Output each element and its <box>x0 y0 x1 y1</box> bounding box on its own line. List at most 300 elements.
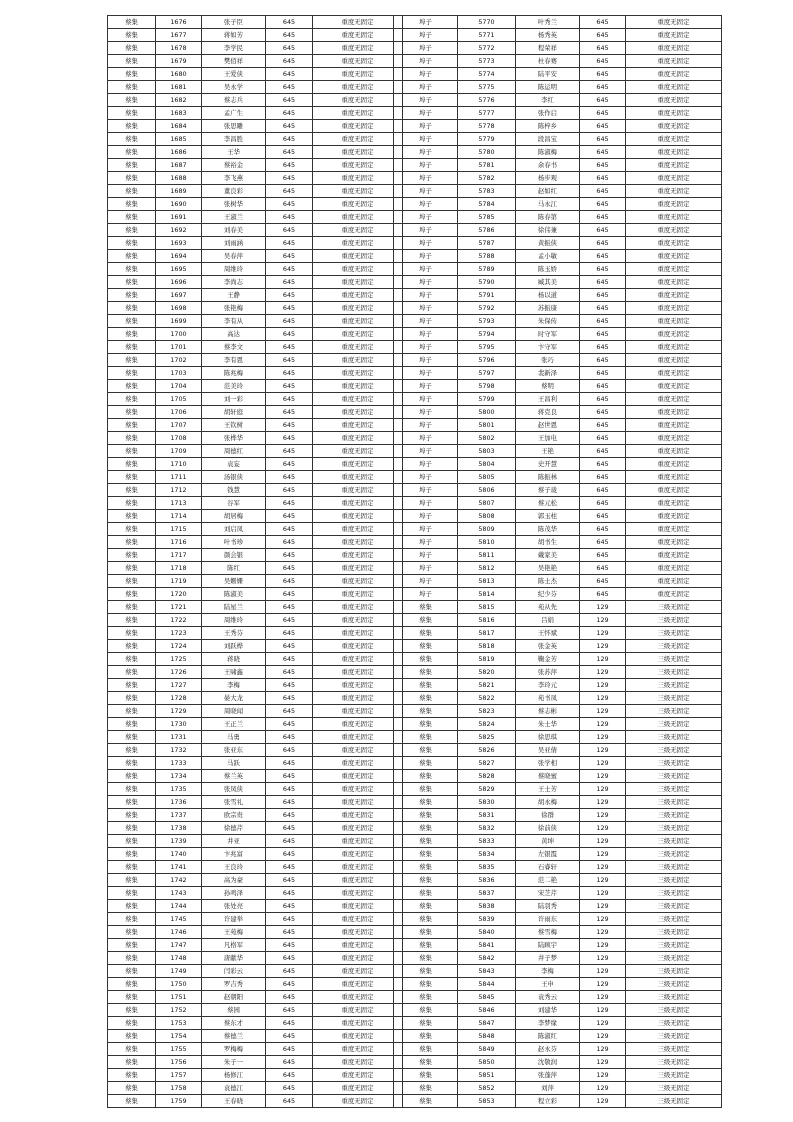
category-cell: 重度无固定 <box>313 107 403 120</box>
amount-cell: 645 <box>266 1004 313 1017</box>
name-cell: 李有从 <box>202 315 266 328</box>
table-row <box>108 133 403 146</box>
township-cell: 蔡集 <box>108 588 156 601</box>
township-cell: 蔡集 <box>394 783 458 796</box>
amount-cell: 645 <box>266 523 313 536</box>
amount-cell: 645 <box>580 133 626 146</box>
township-cell: 蔡集 <box>394 679 458 692</box>
category-cell: 重度无固定 <box>626 380 722 393</box>
category-cell: 重度无固定 <box>313 458 403 471</box>
township-cell: 蔡集 <box>108 68 156 81</box>
amount-cell: 129 <box>580 679 626 692</box>
name-cell: 王静 <box>202 289 266 302</box>
category-cell: 重度无固定 <box>313 679 403 692</box>
category-cell: 三级无固定 <box>626 718 722 731</box>
township-cell: 蔡集 <box>108 29 156 42</box>
table-row <box>108 874 403 887</box>
category-cell: 重度无固定 <box>313 133 403 146</box>
name-cell: 徐伟兼 <box>516 224 580 237</box>
amount-cell: 645 <box>266 354 313 367</box>
number-cell: 5842 <box>458 952 516 965</box>
number-cell: 1750 <box>156 978 202 991</box>
number-cell: 1743 <box>156 887 202 900</box>
table-row <box>394 848 722 861</box>
table-row <box>394 16 722 29</box>
category-cell: 三级无固定 <box>626 757 722 770</box>
table-row <box>394 692 722 705</box>
number-cell: 5835 <box>458 861 516 874</box>
number-cell: 5836 <box>458 874 516 887</box>
township-cell: 蔡集 <box>108 341 156 354</box>
township-cell: 埠子 <box>394 42 458 55</box>
name-cell: 张树华 <box>202 198 266 211</box>
township-cell: 蔡集 <box>108 692 156 705</box>
table-row <box>108 458 403 471</box>
category-cell: 三级无固定 <box>626 1069 722 1082</box>
number-cell: 1752 <box>156 1004 202 1017</box>
name-cell: 汤银侠 <box>202 471 266 484</box>
number-cell: 1712 <box>156 484 202 497</box>
category-cell: 重度无固定 <box>313 1043 403 1056</box>
number-cell: 1746 <box>156 926 202 939</box>
township-cell: 蔡集 <box>108 406 156 419</box>
table-row <box>394 198 722 211</box>
amount-cell: 129 <box>580 887 626 900</box>
table-row <box>394 133 722 146</box>
category-cell: 重度无固定 <box>626 536 722 549</box>
category-cell: 重度无固定 <box>626 276 722 289</box>
township-cell: 蔡集 <box>108 1017 156 1030</box>
amount-cell: 645 <box>580 42 626 55</box>
category-cell: 重度无固定 <box>313 380 403 393</box>
amount-cell: 645 <box>580 81 626 94</box>
name-cell: 裴新泽 <box>516 367 580 380</box>
name-cell: 时守军 <box>516 328 580 341</box>
number-cell: 1702 <box>156 354 202 367</box>
table-row <box>108 744 403 757</box>
amount-cell: 645 <box>266 185 313 198</box>
township-cell: 蔡集 <box>108 94 156 107</box>
number-cell: 1710 <box>156 458 202 471</box>
category-cell: 重度无固定 <box>626 263 722 276</box>
number-cell: 1723 <box>156 627 202 640</box>
category-cell: 重度无固定 <box>313 562 403 575</box>
name-cell: 吴春萍 <box>202 250 266 263</box>
amount-cell: 645 <box>266 172 313 185</box>
amount-cell: 645 <box>266 133 313 146</box>
township-cell: 蔡集 <box>394 835 458 848</box>
table-row <box>108 705 403 718</box>
category-cell: 重度无固定 <box>626 302 722 315</box>
table-row <box>394 185 722 198</box>
township-cell: 蔡集 <box>108 575 156 588</box>
township-cell: 埠子 <box>394 250 458 263</box>
township-cell: 蔡集 <box>394 744 458 757</box>
table-row <box>394 159 722 172</box>
number-cell: 5815 <box>458 601 516 614</box>
table-row <box>108 1082 403 1095</box>
name-cell: 闫彩云 <box>202 965 266 978</box>
category-cell: 重度无固定 <box>313 731 403 744</box>
table-row <box>108 471 403 484</box>
name-cell: 王怀斌 <box>516 627 580 640</box>
table-row <box>108 81 403 94</box>
amount-cell: 645 <box>266 744 313 757</box>
table-row <box>108 627 403 640</box>
amount-cell: 645 <box>266 887 313 900</box>
number-cell: 5850 <box>458 1056 516 1069</box>
township-cell: 蔡集 <box>394 1082 458 1095</box>
amount-cell: 645 <box>580 107 626 120</box>
township-cell: 蔡集 <box>108 627 156 640</box>
category-cell: 重度无固定 <box>626 133 722 146</box>
table-row <box>394 601 722 614</box>
amount-cell: 645 <box>580 549 626 562</box>
category-cell: 重度无固定 <box>626 484 722 497</box>
category-cell: 三级无固定 <box>626 848 722 861</box>
table-row <box>108 640 403 653</box>
name-cell: 张作启 <box>516 107 580 120</box>
table-row <box>108 341 403 354</box>
number-cell: 5826 <box>458 744 516 757</box>
table-row <box>394 354 722 367</box>
category-cell: 三级无固定 <box>626 1056 722 1069</box>
number-cell: 5837 <box>458 887 516 900</box>
township-cell: 蔡集 <box>108 445 156 458</box>
number-cell: 5829 <box>458 783 516 796</box>
amount-cell: 645 <box>266 393 313 406</box>
name-cell: 王淑兰 <box>202 211 266 224</box>
township-cell: 蔡集 <box>394 757 458 770</box>
township-cell: 蔡集 <box>108 198 156 211</box>
number-cell: 5781 <box>458 159 516 172</box>
township-cell: 蔡集 <box>394 939 458 952</box>
amount-cell: 129 <box>580 601 626 614</box>
number-cell: 1731 <box>156 731 202 744</box>
name-cell: 陈淑美 <box>202 588 266 601</box>
amount-cell: 645 <box>266 224 313 237</box>
name-cell: 吕娟 <box>516 614 580 627</box>
category-cell: 重度无固定 <box>313 965 403 978</box>
table-row <box>394 250 722 263</box>
township-cell: 埠子 <box>394 224 458 237</box>
category-cell: 重度无固定 <box>313 211 403 224</box>
amount-cell: 645 <box>266 874 313 887</box>
number-cell: 1689 <box>156 185 202 198</box>
table-row <box>394 263 722 276</box>
category-cell: 三级无固定 <box>626 653 722 666</box>
amount-cell: 645 <box>580 198 626 211</box>
amount-cell: 129 <box>580 796 626 809</box>
category-cell: 重度无固定 <box>313 705 403 718</box>
name-cell: 袁德江 <box>202 1082 266 1095</box>
township-cell: 埠子 <box>394 536 458 549</box>
name-cell: 胡轩庭 <box>202 406 266 419</box>
number-cell: 1706 <box>156 406 202 419</box>
name-cell: 石睿轩 <box>516 861 580 874</box>
township-cell: 蔡集 <box>394 705 458 718</box>
category-cell: 重度无固定 <box>313 146 403 159</box>
name-cell: 刘萍 <box>516 1082 580 1095</box>
amount-cell: 129 <box>580 926 626 939</box>
category-cell: 重度无固定 <box>626 471 722 484</box>
township-cell: 蔡集 <box>108 276 156 289</box>
amount-cell: 645 <box>580 185 626 198</box>
amount-cell: 645 <box>266 848 313 861</box>
table-row <box>394 224 722 237</box>
number-cell: 1681 <box>156 81 202 94</box>
amount-cell: 645 <box>580 263 626 276</box>
amount-cell: 129 <box>580 757 626 770</box>
township-cell: 埠子 <box>394 289 458 302</box>
category-cell: 重度无固定 <box>313 770 403 783</box>
category-cell: 重度无固定 <box>313 185 403 198</box>
name-cell: 杨步观 <box>516 172 580 185</box>
number-cell: 1756 <box>156 1056 202 1069</box>
township-cell: 蔡集 <box>394 653 458 666</box>
category-cell: 重度无固定 <box>313 1017 403 1030</box>
township-cell: 埠子 <box>394 94 458 107</box>
name-cell: 陈玉娇 <box>516 263 580 276</box>
amount-cell: 645 <box>266 835 313 848</box>
township-cell: 蔡集 <box>108 159 156 172</box>
name-cell: 陈淑红 <box>516 1030 580 1043</box>
number-cell: 1690 <box>156 198 202 211</box>
township-cell: 埠子 <box>394 211 458 224</box>
number-cell: 1682 <box>156 94 202 107</box>
table-row <box>108 848 403 861</box>
category-cell: 重度无固定 <box>313 1082 403 1095</box>
table-row <box>394 237 722 250</box>
number-cell: 1745 <box>156 913 202 926</box>
township-cell: 蔡集 <box>394 640 458 653</box>
category-cell: 重度无固定 <box>626 29 722 42</box>
category-cell: 重度无固定 <box>626 588 722 601</box>
name-cell: 张巧 <box>516 354 580 367</box>
number-cell: 5819 <box>458 653 516 666</box>
number-cell: 1737 <box>156 809 202 822</box>
number-cell: 5841 <box>458 939 516 952</box>
number-cell: 5848 <box>458 1030 516 1043</box>
amount-cell: 129 <box>580 835 626 848</box>
table-row <box>108 887 403 900</box>
category-cell: 重度无固定 <box>626 445 722 458</box>
name-cell: 程荣祥 <box>516 42 580 55</box>
category-cell: 重度无固定 <box>313 1069 403 1082</box>
name-cell: 蔡志彬 <box>516 705 580 718</box>
category-cell: 重度无固定 <box>626 224 722 237</box>
name-cell: 刘春美 <box>202 224 266 237</box>
table-row <box>394 302 722 315</box>
name-cell: 袁妄 <box>202 458 266 471</box>
name-cell: 胡书生 <box>516 536 580 549</box>
amount-cell: 645 <box>580 250 626 263</box>
township-cell: 蔡集 <box>108 237 156 250</box>
amount-cell: 645 <box>580 367 626 380</box>
township-cell: 蔡集 <box>108 874 156 887</box>
name-cell: 马勇 <box>202 731 266 744</box>
amount-cell: 129 <box>580 913 626 926</box>
number-cell: 1747 <box>156 939 202 952</box>
category-cell: 重度无固定 <box>313 653 403 666</box>
township-cell: 蔡集 <box>394 614 458 627</box>
number-cell: 1685 <box>156 133 202 146</box>
table-row <box>394 393 722 406</box>
name-cell: 沈敬润 <box>516 1056 580 1069</box>
amount-cell: 129 <box>580 939 626 952</box>
amount-cell: 129 <box>580 744 626 757</box>
name-cell: 蔡晓蜜 <box>516 770 580 783</box>
number-cell: 5771 <box>458 29 516 42</box>
table-row <box>394 1069 722 1082</box>
category-cell: 重度无固定 <box>626 120 722 133</box>
category-cell: 重度无固定 <box>626 68 722 81</box>
township-cell: 埠子 <box>394 367 458 380</box>
name-cell: 吴姗姗 <box>202 575 266 588</box>
amount-cell: 645 <box>580 55 626 68</box>
township-cell: 蔡集 <box>108 289 156 302</box>
table-row <box>108 367 403 380</box>
table-row <box>108 29 403 42</box>
category-cell: 重度无固定 <box>313 120 403 133</box>
name-cell: 范二艳 <box>516 874 580 887</box>
amount-cell: 645 <box>580 237 626 250</box>
amount-cell: 645 <box>580 406 626 419</box>
number-cell: 1697 <box>156 289 202 302</box>
number-cell: 1715 <box>156 523 202 536</box>
name-cell: 陆星兰 <box>202 601 266 614</box>
number-cell: 1687 <box>156 159 202 172</box>
name-cell: 杨修江 <box>202 1069 266 1082</box>
number-cell: 1733 <box>156 757 202 770</box>
number-cell: 5772 <box>458 42 516 55</box>
table-row <box>108 523 403 536</box>
table-row <box>108 68 403 81</box>
township-cell: 蔡集 <box>108 1069 156 1082</box>
number-cell: 5851 <box>458 1069 516 1082</box>
amount-cell: 645 <box>580 562 626 575</box>
amount-cell: 645 <box>580 94 626 107</box>
table-row <box>108 861 403 874</box>
township-cell: 蔡集 <box>108 536 156 549</box>
name-cell: 纪少芬 <box>516 588 580 601</box>
name-cell: 朱子一 <box>202 1056 266 1069</box>
category-cell: 重度无固定 <box>626 367 722 380</box>
amount-cell: 645 <box>580 29 626 42</box>
table-row <box>108 42 403 55</box>
table-row <box>108 1043 403 1056</box>
amount-cell: 645 <box>266 315 313 328</box>
amount-cell: 645 <box>266 120 313 133</box>
name-cell: 王苑梅 <box>202 926 266 939</box>
number-cell: 5824 <box>458 718 516 731</box>
number-cell: 5785 <box>458 211 516 224</box>
township-cell: 蔡集 <box>108 861 156 874</box>
number-cell: 1698 <box>156 302 202 315</box>
name-cell: 胡居梅 <box>202 510 266 523</box>
category-cell: 重度无固定 <box>313 484 403 497</box>
category-cell: 重度无固定 <box>626 523 722 536</box>
table-row <box>394 419 722 432</box>
number-cell: 1708 <box>156 432 202 445</box>
table-row <box>108 354 403 367</box>
amount-cell: 129 <box>580 952 626 965</box>
table-row <box>394 1095 722 1108</box>
amount-cell: 645 <box>580 393 626 406</box>
category-cell: 重度无固定 <box>313 432 403 445</box>
name-cell: 凡格军 <box>202 939 266 952</box>
table-row <box>108 952 403 965</box>
amount-cell: 645 <box>580 471 626 484</box>
amount-cell: 645 <box>266 757 313 770</box>
category-cell: 重度无固定 <box>313 237 403 250</box>
category-cell: 三级无固定 <box>626 887 722 900</box>
category-cell: 重度无固定 <box>313 445 403 458</box>
table-row <box>108 328 403 341</box>
amount-cell: 645 <box>266 497 313 510</box>
amount-cell: 645 <box>266 822 313 835</box>
category-cell: 重度无固定 <box>313 497 403 510</box>
table-row <box>394 1056 722 1069</box>
township-cell: 蔡集 <box>108 926 156 939</box>
table-row <box>394 887 722 900</box>
number-cell: 1736 <box>156 796 202 809</box>
number-cell: 5773 <box>458 55 516 68</box>
number-cell: 5809 <box>458 523 516 536</box>
number-cell: 1759 <box>156 1095 202 1108</box>
amount-cell: 129 <box>580 1056 626 1069</box>
category-cell: 重度无固定 <box>313 900 403 913</box>
table-row <box>108 419 403 432</box>
name-cell: 程立彩 <box>516 1095 580 1108</box>
number-cell: 5780 <box>458 146 516 159</box>
category-cell: 重度无固定 <box>313 757 403 770</box>
amount-cell: 645 <box>580 211 626 224</box>
table-row <box>394 965 722 978</box>
township-cell: 蔡集 <box>108 81 156 94</box>
category-cell: 重度无固定 <box>313 549 403 562</box>
category-cell: 三级无固定 <box>626 731 722 744</box>
amount-cell: 645 <box>580 536 626 549</box>
category-cell: 重度无固定 <box>313 536 403 549</box>
table-row <box>394 874 722 887</box>
amount-cell: 645 <box>266 445 313 458</box>
number-cell: 5806 <box>458 484 516 497</box>
name-cell: 晏大龙 <box>202 692 266 705</box>
township-cell: 蔡集 <box>108 1043 156 1056</box>
name-cell: 蒋晓 <box>202 653 266 666</box>
township-cell: 埠子 <box>394 419 458 432</box>
number-cell: 5820 <box>458 666 516 679</box>
amount-cell: 645 <box>580 224 626 237</box>
amount-cell: 645 <box>266 965 313 978</box>
number-cell: 5795 <box>458 341 516 354</box>
name-cell: 徐群 <box>516 809 580 822</box>
number-cell: 1744 <box>156 900 202 913</box>
table-row <box>108 796 403 809</box>
name-cell: 苑从先 <box>516 601 580 614</box>
township-cell: 埠子 <box>394 471 458 484</box>
name-cell: 张亚东 <box>202 744 266 757</box>
township-cell: 蔡集 <box>394 627 458 640</box>
name-cell: 李梦缘 <box>516 1017 580 1030</box>
township-cell: 埠子 <box>394 406 458 419</box>
number-cell: 5817 <box>458 627 516 640</box>
table-row <box>394 653 722 666</box>
name-cell: 刘建华 <box>516 1004 580 1017</box>
number-cell: 1683 <box>156 107 202 120</box>
amount-cell: 645 <box>266 198 313 211</box>
